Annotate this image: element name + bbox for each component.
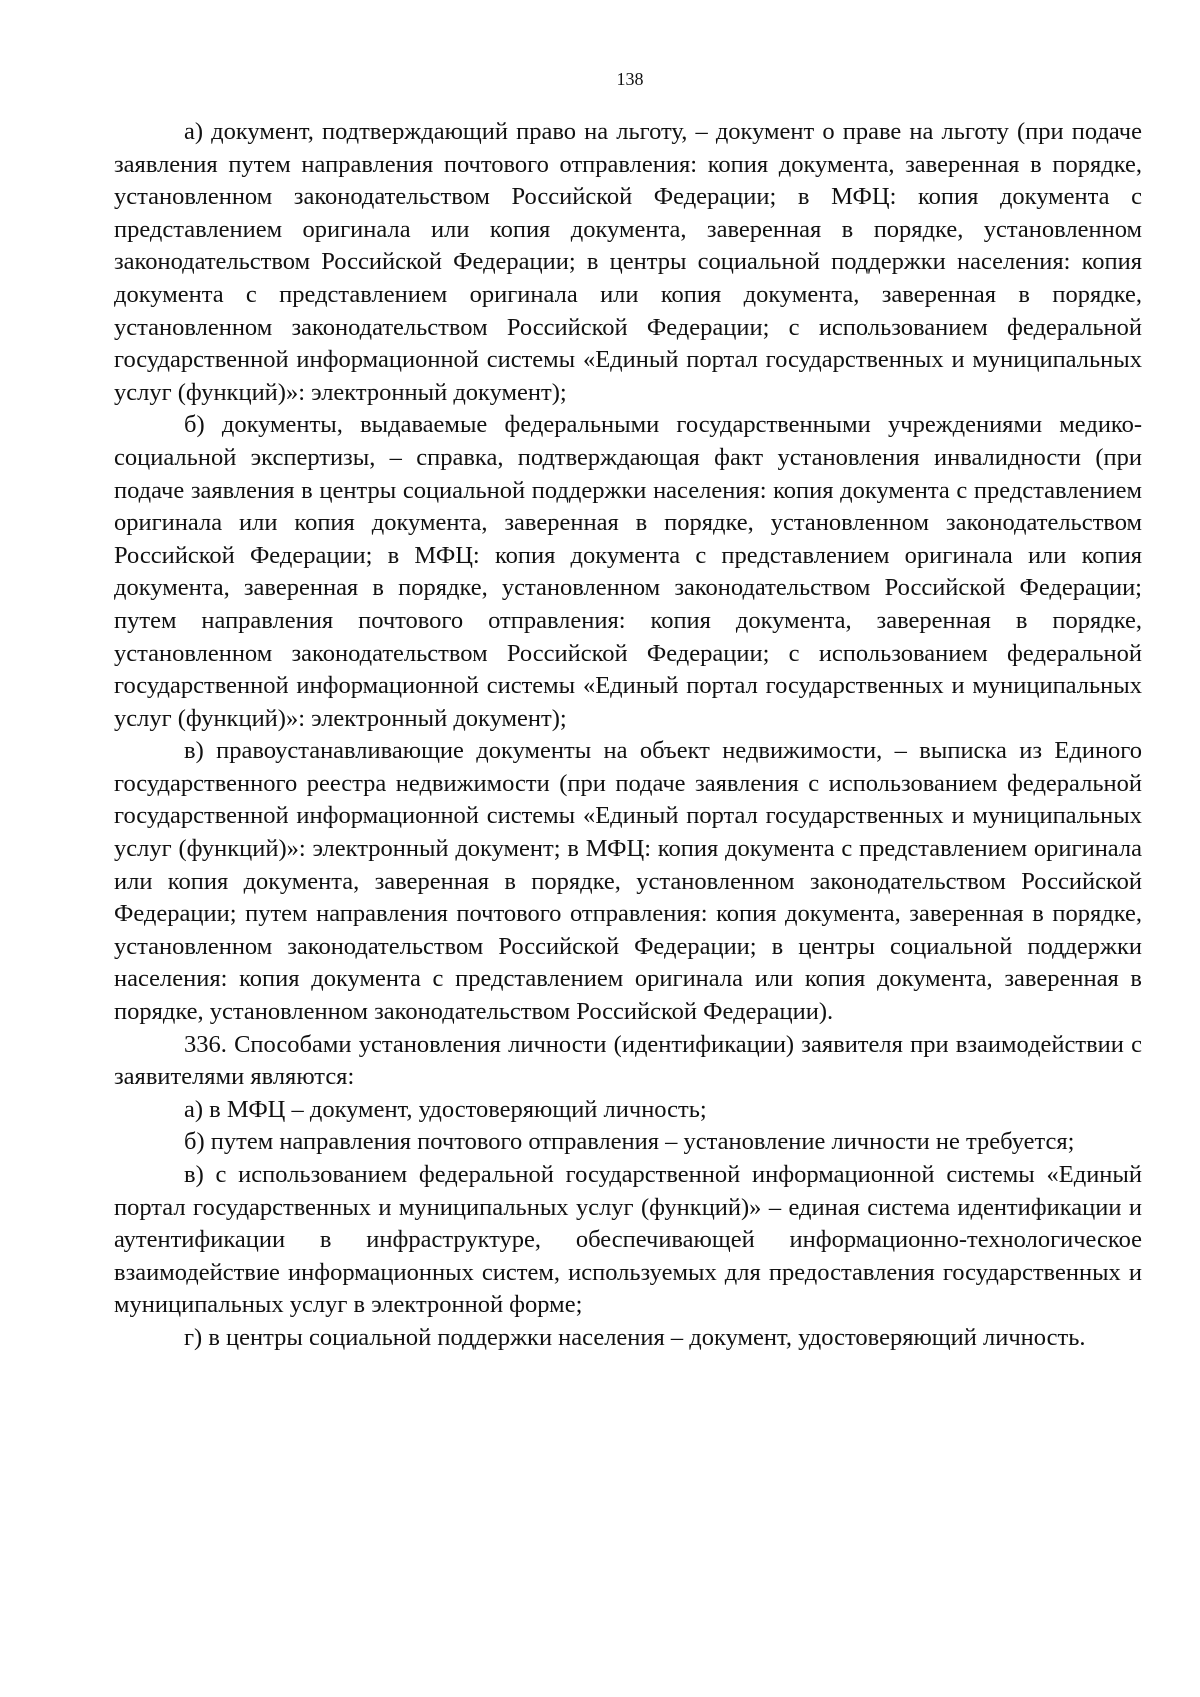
paragraph-property-documents: в) правоустанавливающие документы на объект недвижимости, – выписка из Единого государственного реестра недвижимости (при подаче заявления с использованием федеральной государственной информационной системы «Единый портал государственных и муниципальных услуг (функций)»: электронный документ; в МФЦ: копия документа с представлением оригинала или копия документа, заверенная в порядке, установленном законодательством Российской Федерации; путем направления почтового отправления: копия документа, заверенная в порядке, установленном законодательством Российской Федерации; в центры социальной поддержки населения: копия документа с представлением оригинала или копия документа, заверенная в порядке, установленном законодательством Российской Федерации). — [114, 737, 1142, 1026]
paragraph-identification-social-centers: г) в центры социальной поддержки населения – документ, удостоверяющий личность. — [184, 1323, 1086, 1351]
paragraph-benefit-document: а) документ, подтверждающий право на льготу, – документ о праве на льготу (при подаче заявления путем направления почтового отправления: копия документа, заверенная в порядке, установленном законодательством Российской Федерации; в МФЦ: копия документа с представлением оригинала или копия документа, заверенная в порядке, установленном законодательством Российской Федерации; в центры социальной поддержки населения: копия документа с представлением оригинала или копия документа, заверенная в порядке, установленном законодательством Российской Федерации; с использованием федеральной государственной информационной системы «Единый портал государственных и муниципальных услуг (функций)»: электронный документ); — [114, 118, 1142, 406]
page-number: 138 — [616, 69, 644, 89]
paragraph-disability-certificate: б) документы, выдаваемые федеральными государственными учреждениями медико-социальной экспертизы, – справка, подтверждающая факт установления инвалидности (при подаче заявления в центры социальной поддержки населения: копия документа с представлением оригинала или копия документа, заверенная в порядке, установленном законодательством Российской Федерации; в МФЦ: копия документа с представлением оригинала или копия документа, заверенная в порядке, установленном законодательством Российской Федерации; путем направления почтового отправления: копия документа, заверенная в порядке, установленном законодательством Российской Федерации; с использованием федеральной государственной информационной системы «Единый портал государственных и муниципальных услуг (функций)»: электронный документ); — [114, 411, 1142, 732]
paragraph-identification-mfc: а) в МФЦ – документ, удостоверяющий личность; — [184, 1095, 707, 1123]
paragraph-identification-postal: б) путем направления почтового отправления – установление личности не требуется; — [184, 1128, 1075, 1156]
document-body — [114, 116, 1142, 1355]
paragraph-identification-portal: в) с использованием федеральной государственной информационной системы «Единый портал государственных и муниципальных услуг (функций)» – единая система идентификации и аутентификации в инфраструктуре, обеспечивающей информационно-технологическое взаимодействие информационных систем, используемых для предоставления государственных и муниципальных услуг в электронной форме; — [114, 1161, 1142, 1319]
paragraph-336-identification-methods: 336. Способами установления личности (идентификации) заявителя при взаимодействии с заявителями являются: — [114, 1030, 1142, 1091]
